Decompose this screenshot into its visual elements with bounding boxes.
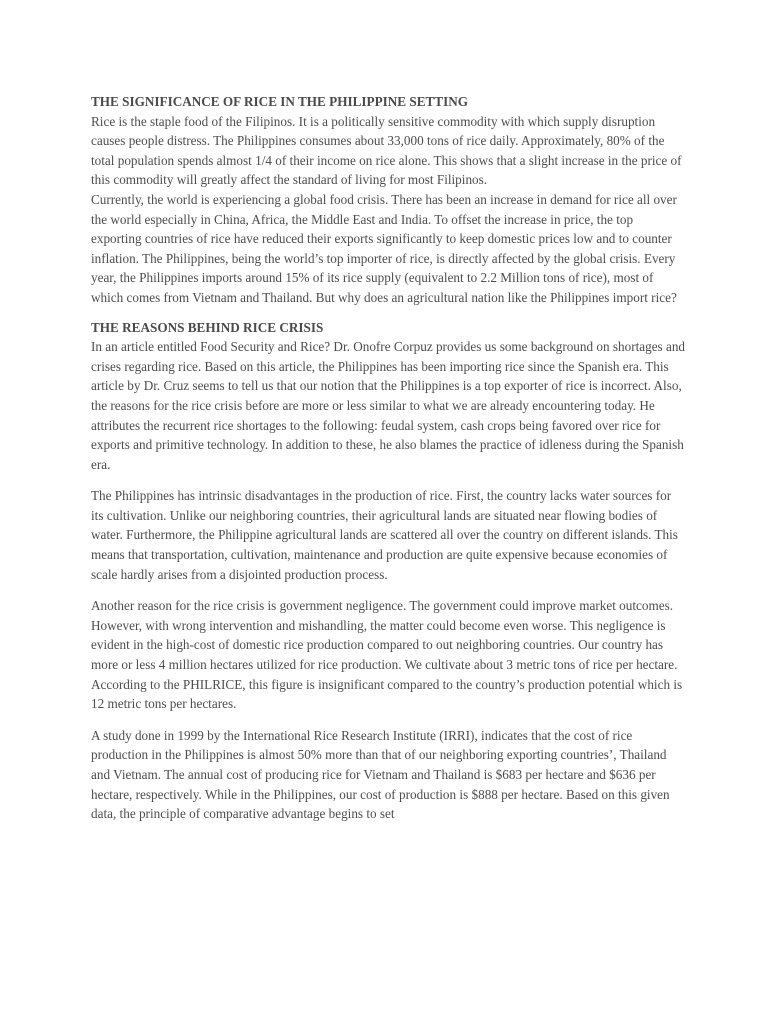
paragraph-staple-food: Rice is the staple food of the Filipinos. It is a politically sensitive commodity with which supply disruption causes people distress. The Philippines consumes about 33,000 tons of rice daily. Approximately, 80% of the total population spends almost 1/4 of their income on rice alone. This shows that a slight increase in the price of this commodity will greatly affect the standard of living for most Filipinos. xyxy=(91,113,682,188)
document-page xyxy=(91,92,686,824)
section-heading-reasons: THE REASONS BEHIND RICE CRISIS xyxy=(91,319,324,335)
paragraph-corpuz-article: In an article entitled Food Security and Rice? Dr. Onofre Corpuz provides us some background on shortages and crises regarding rice. Based on this article, the Philippines has been importing rice since the Spanish era. This article by Dr. Cruz seems to tell us that our notion that the Philippines is a top exporter of rice is incorrect. Also, the reasons for the rice crisis before are more or less similar to what we are already encountering today. He attributes the recurrent rice shortages to the following: feudal system, cash crops being favored over rice for exports and primitive technology. In addition to these, he also blames the practice of idleness during the Spanish era. xyxy=(91,339,686,472)
section-heading-significance: THE SIGNIFICANCE OF RICE IN THE PHILIPPINE SETTING xyxy=(91,94,469,109)
paragraph-intrinsic-disadvantages: The Philippines has intrinsic disadvantages in the production of rice. First, the country lacks water sources for its cultivation. Unlike our neighboring countries, their agricultural lands are situated near flowing bodies of water. Furthermore, the Philippine agricultural lands are scattered all over the country on different islands. This means that transportation, cultivation, maintenance and production are quite expensive because economies of scale hardly arises from a disjointed production process. xyxy=(91,488,678,582)
paragraph-government-negligence: Another reason for the rice crisis is government negligence. The government could improve market outcomes. However, with wrong intervention and mishandling, the matter could become even worse. This negligence is evident in the high-cost of domestic rice production compared to out neighboring countries. Our country has more or less 4 million hectares utilized for rice production. We cultivate about 3 metric tons of rice per hectare. According to the PHILRICE, this figure is insignificant compared to the country’s production potential which is 12 metric tons per hectares. xyxy=(91,598,683,712)
paragraph-irri-study: A study done in 1999 by the International Rice Research Institute (IRRI), indicates that the cost of rice production in the Philippines is almost 50% more than that of our neighboring exporting countries’, Thailand and Vietnam. The annual cost of producing rice for Vietnam and Thailand is $683 per hectare and $636 per hectare, respectively. While in the Philippines, our cost of production is $888 per hectare. Based on this given data, the principle of comparative advantage begins to set xyxy=(91,727,670,822)
paragraph-global-crisis: Currently, the world is experiencing a global food crisis. There has been an increase in demand for rice all over the world especially in China, Africa, the Middle East and India. To offset the increase in price, the top exporting countries of rice have reduced their exports significantly to keep domestic prices low and to counter inflation. The Philippines, being the world’s top importer of rice, is directly affected by the global crisis. Every year, the Philippines imports around 15% of its rice supply (equivalent to 2.2 Million tons of rice), most of which comes from Vietnam and Thailand. But why does an agricultural nation like the Philippines import rice? xyxy=(91,191,677,305)
